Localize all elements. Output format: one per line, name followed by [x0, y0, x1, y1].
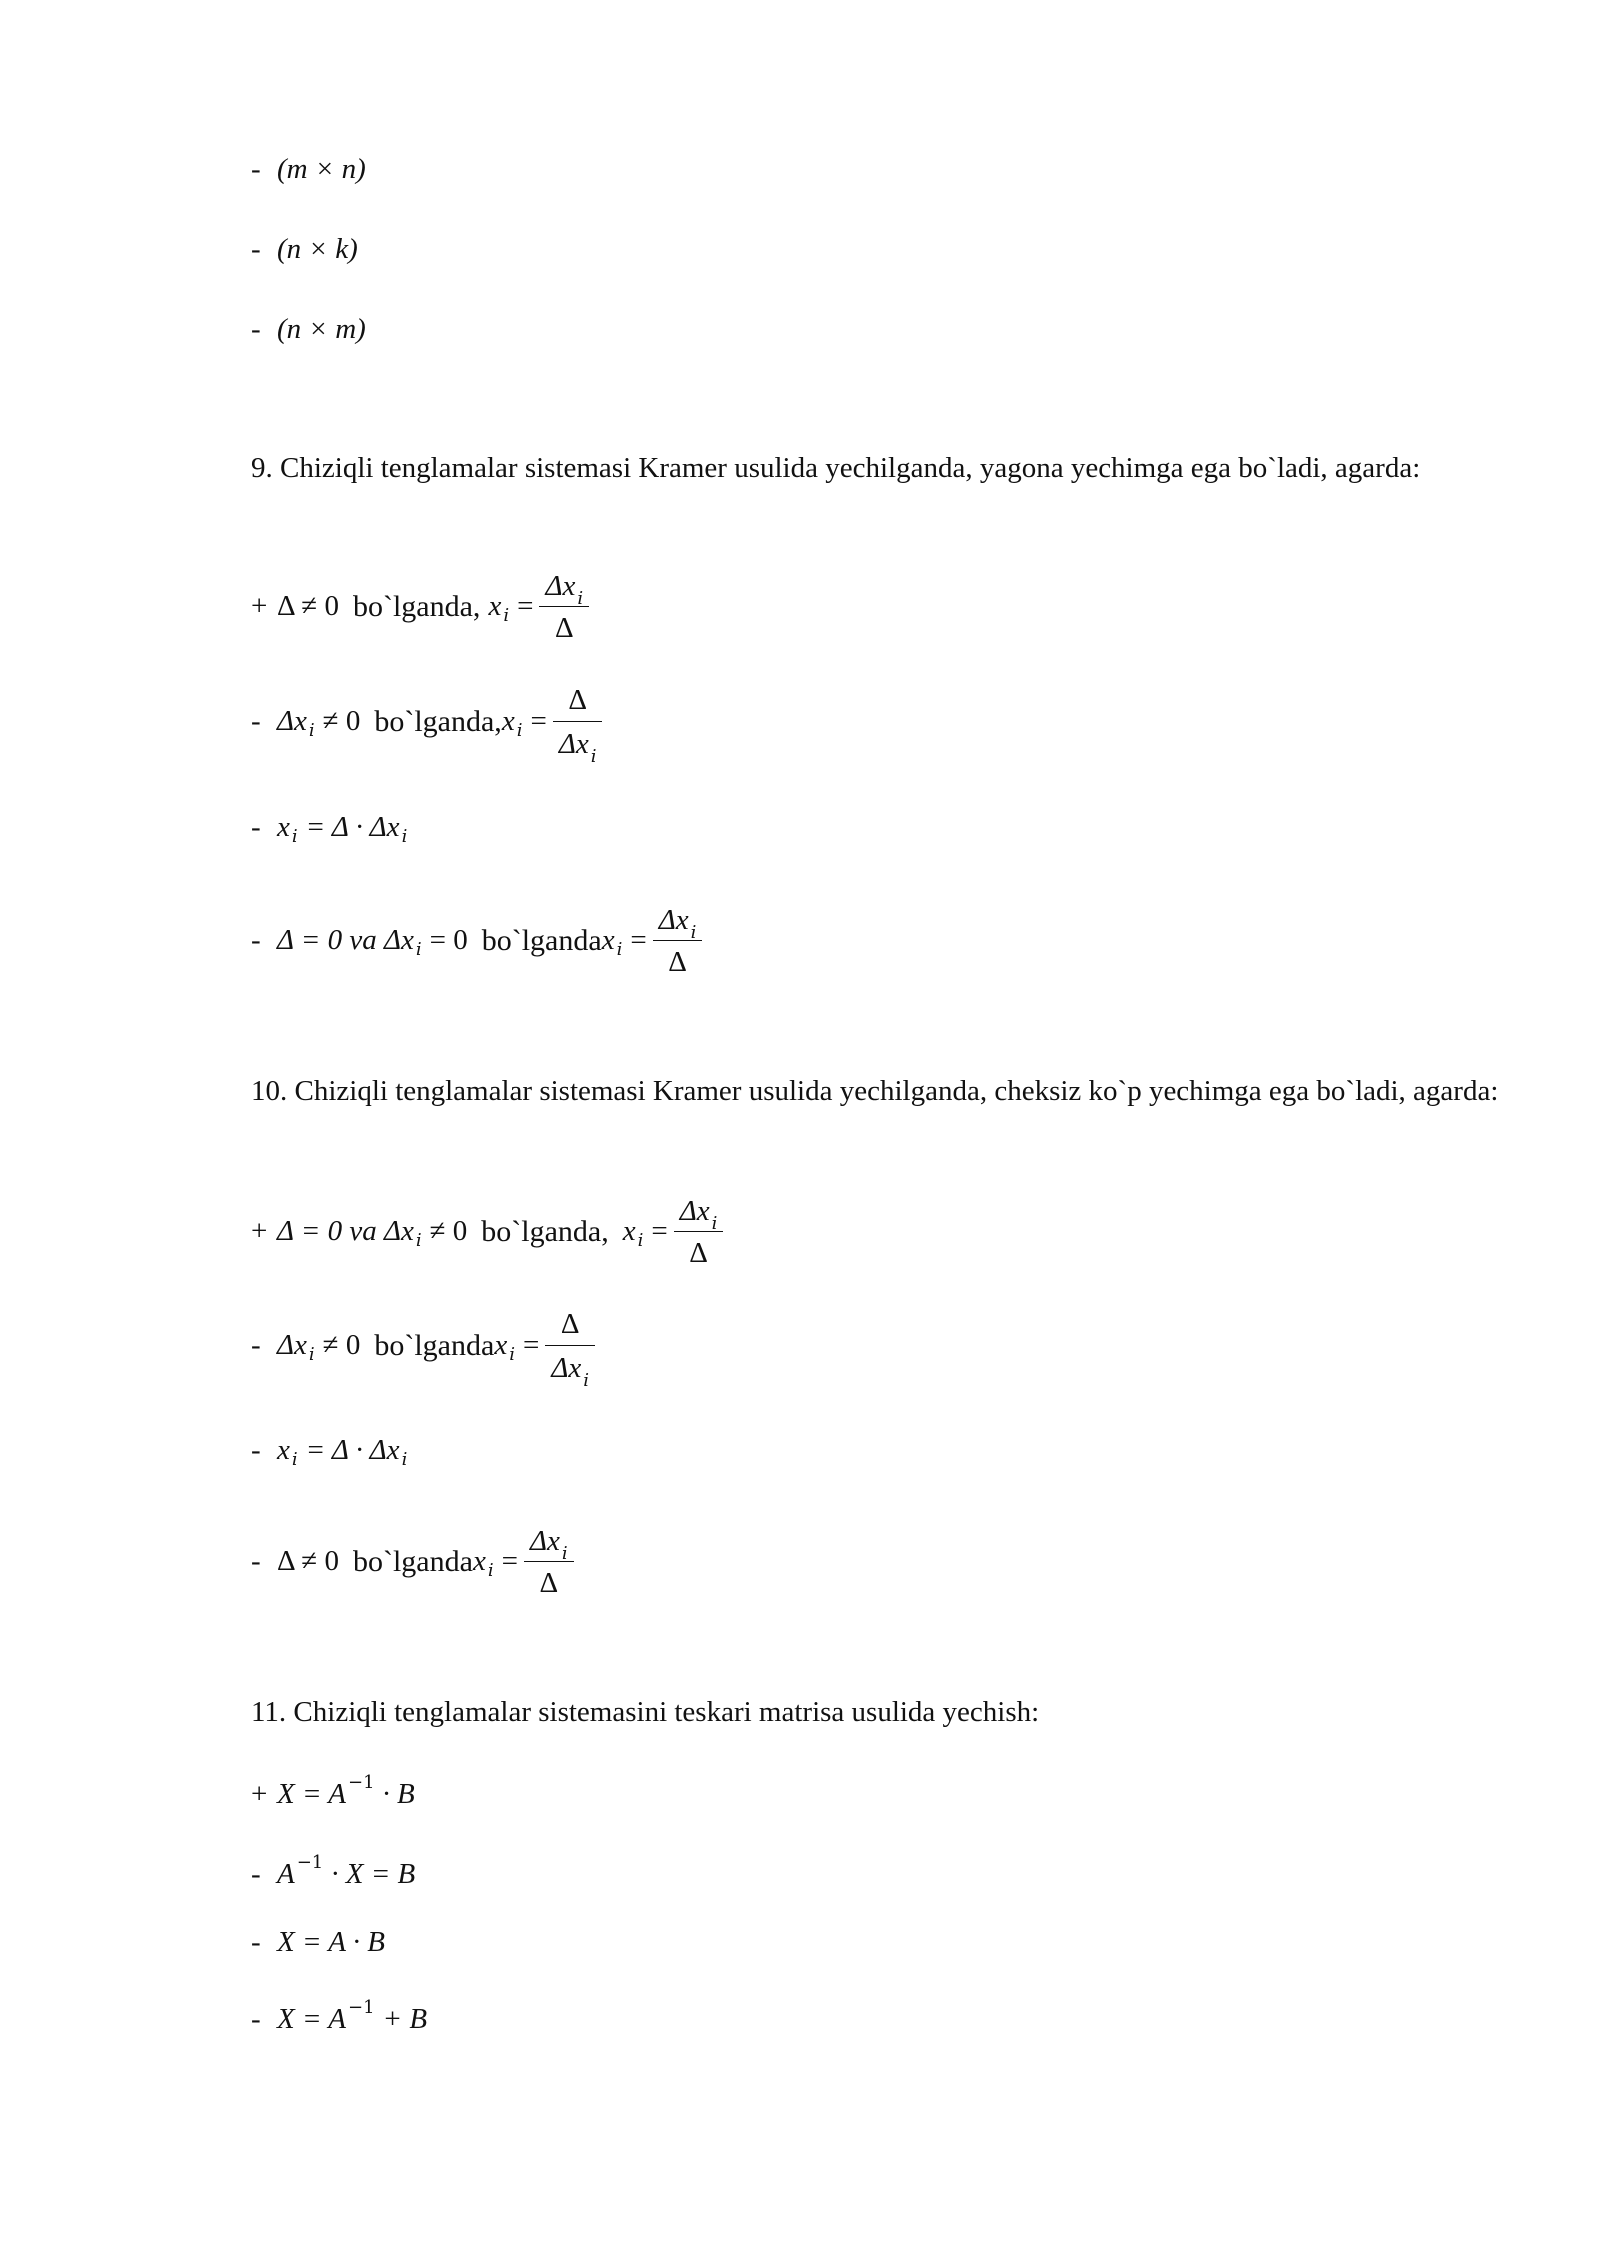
- q9-option-d: - Δ = 0 va Δx i = 0 bo`lganda x i = $\frac{\Delta x _i}{\Delta}$: [251, 902, 708, 979]
- question-10-title: 10. Chiziqli tenglamalar sistemasi Kramer usulida yechilganda, cheksiz ko`p yechimga ega bo`ladi, agarda:: [251, 1075, 1499, 1107]
- question-11-title: 11. Chiziqli tenglamalar sistemasini teskari matrisa usulida yechish:: [251, 1696, 1040, 1728]
- question-9-title: 9. Chiziqli tenglamalar sistemasi Kramer usulida yechilganda, yagona yechimga ega bo`ladi, agarda:: [251, 452, 1421, 484]
- q11-option-c: - X = A · B: [251, 1926, 385, 1958]
- q11-option-b: - A −1 · X = B: [251, 1851, 416, 1890]
- q11-option-d: - X = A −1 + B: [251, 1996, 428, 2035]
- prev-option-2: - (n × k): [251, 233, 358, 265]
- option-formula: (n × k): [277, 233, 358, 265]
- prev-option-3: - (n × m): [251, 313, 366, 345]
- fraction: $\frac{\Delta x _i}{\Delta}$: [653, 902, 703, 979]
- fraction: $\frac{\Delta x _i}{\Delta}$: [539, 568, 589, 645]
- fraction: $\frac{\Delta x _i}{\Delta}$: [674, 1193, 724, 1270]
- prev-option-1: - (m × n): [251, 153, 366, 185]
- q9-option-a: + Δ ≠ 0 bo`lganda, x i = $\frac{\Delta x _i}{\Delta}$: [251, 568, 595, 645]
- q10-option-a: + Δ = 0 va Δx i ≠ 0 bo`lganda, x i = $\frac{\Delta x _i}{\Delta}$: [251, 1193, 729, 1270]
- fraction: $\frac{\Delta x _i}{\Delta}$: [524, 1523, 574, 1600]
- q9-option-b: - Δx i ≠ 0 bo`lganda, x i = $\frac{\Delta}{\Delta x _i}$: [251, 683, 608, 760]
- q10-option-b: - Δx i ≠ 0 bo`lganda x i = $\frac{\Delta}{\Delta x _i}$: [251, 1307, 601, 1384]
- q10-option-d: - Δ ≠ 0 bo`lganda x i = $\frac{\Delta x _i}{\Delta}$: [251, 1523, 580, 1600]
- q10-option-c: - x i = Δ · Δx i: [251, 1434, 408, 1470]
- fraction: $\frac{\Delta}{\Delta x _i}$: [553, 683, 603, 760]
- option-formula: (n × m): [277, 313, 366, 345]
- option-formula: (m × n): [277, 153, 366, 185]
- q9-option-c: - x i = Δ · Δx i: [251, 811, 408, 847]
- fraction: $\frac{\Delta}{\Delta x _i}$: [545, 1307, 595, 1384]
- q11-option-a: + X = A −1 · B: [251, 1771, 415, 1810]
